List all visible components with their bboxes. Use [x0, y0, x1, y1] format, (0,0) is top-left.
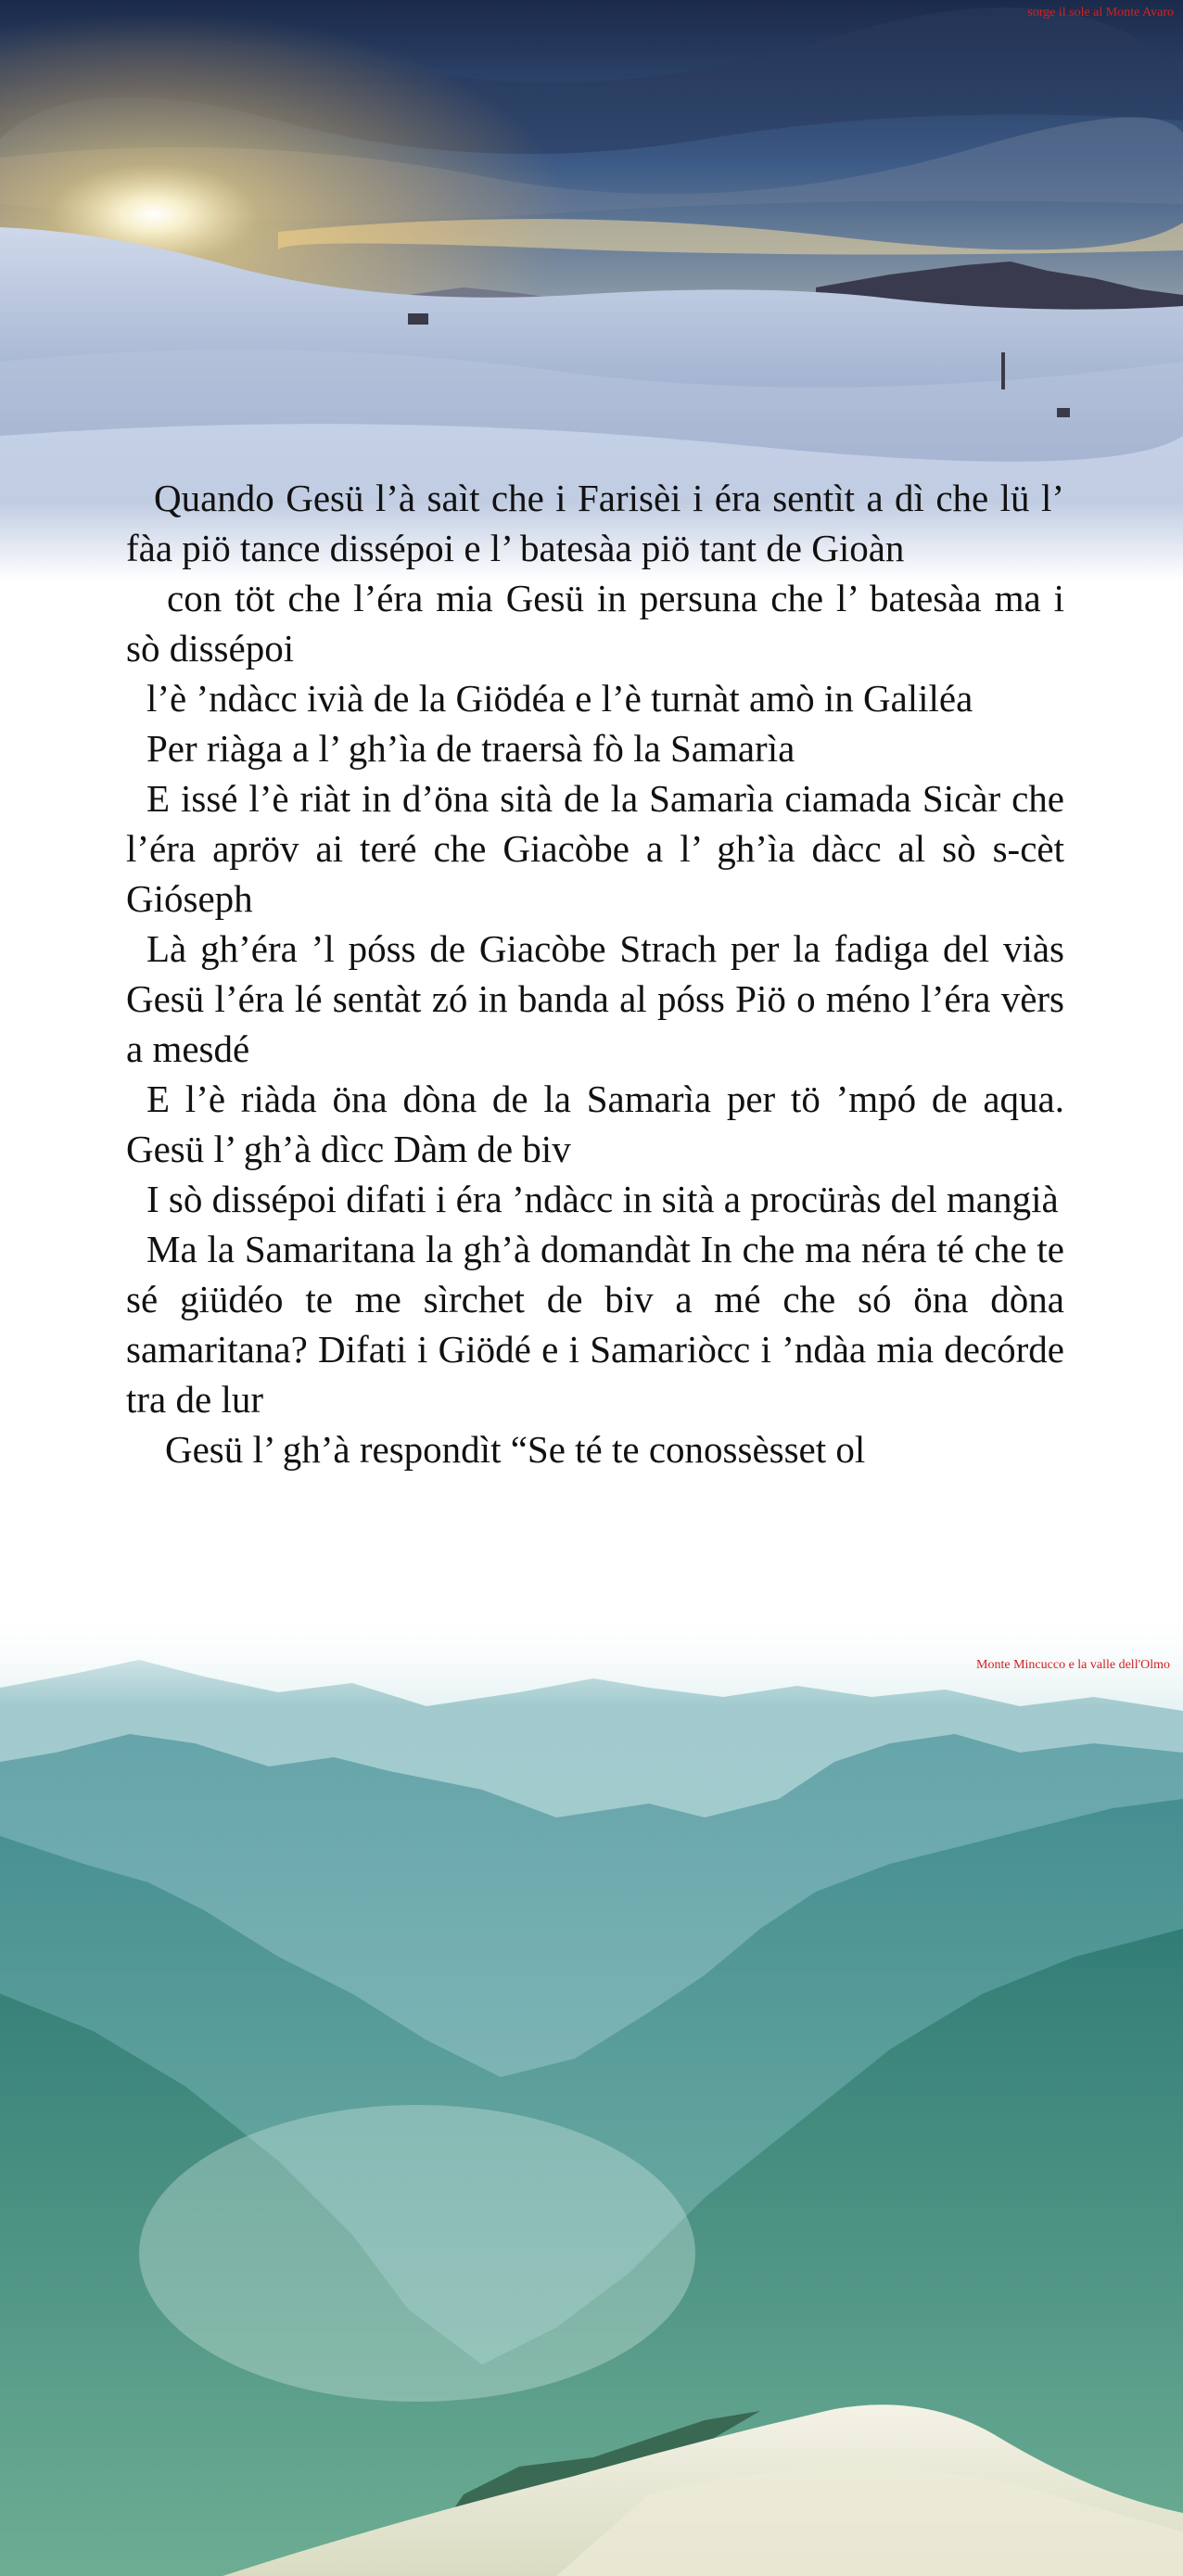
paragraph: Quando Gesü l’à saìt che i Farisèi i éra sentìt a dì che lü l’ fàa piö tance dissépoi e l’ batesàa piö tant de Gioàn	[126, 477, 1064, 569]
paragraph: I sò dissépoi difati i éra ’ndàcc in sità a procüràs del mangià	[146, 1178, 1059, 1220]
paragraph: l’è ’ndàcc ivià de la Giödéa e l’è turnàt amò in Galiléa	[146, 677, 973, 720]
misty-mountains-illustration	[0, 1604, 1183, 2576]
paragraph: Per riàga a l’ gh’ìa de traersà fò la Samarìa	[146, 727, 795, 770]
scripture-text	[126, 473, 1064, 1474]
paragraph: E issé l’è riàt in d’öna sità de la Samarìa ciamada Sicàr che l’éra apröv ai teré che Giacòbe a l’ gh’ìa dàcc al sò s-cèt Gióseph	[126, 777, 1064, 920]
paragraph: con töt che l’éra mia Gesü in persuna che l’ batesàa ma i sò dissépoi	[126, 577, 1064, 670]
paragraph: Là gh’éra ’l póss de Giacòbe Strach per la fadiga del viàs Gesü l’éra lé sentàt zó in banda al póss Piö o méno l’éra vèrs a mesdé	[126, 927, 1064, 1070]
paragraph: Ma la Samaritana la gh’à domandàt In che ma néra té che te sé giüdéo te me sìrchet de biv a mé che só öna dòna samaritana? Difati i Giödé e i Samariòcc i ’ndàa mia decórde tra de lur	[126, 1228, 1064, 1421]
bottom-photo-caption: Monte Mincucco e la valle dell'Olmo	[976, 1658, 1170, 1672]
top-photo-caption: sorge il sole al Monte Avaro	[1027, 6, 1174, 19]
mountain-valley-photo	[0, 1604, 1183, 2576]
paragraph: Gesü l’ gh’à respondìt “Se té te conossèsset ol	[165, 1428, 866, 1471]
paragraph: E l’è riàda öna dòna de la Samarìa per tö ’mpó de aqua. Gesü l’ gh’à dìcc Dàm de biv	[126, 1078, 1064, 1170]
